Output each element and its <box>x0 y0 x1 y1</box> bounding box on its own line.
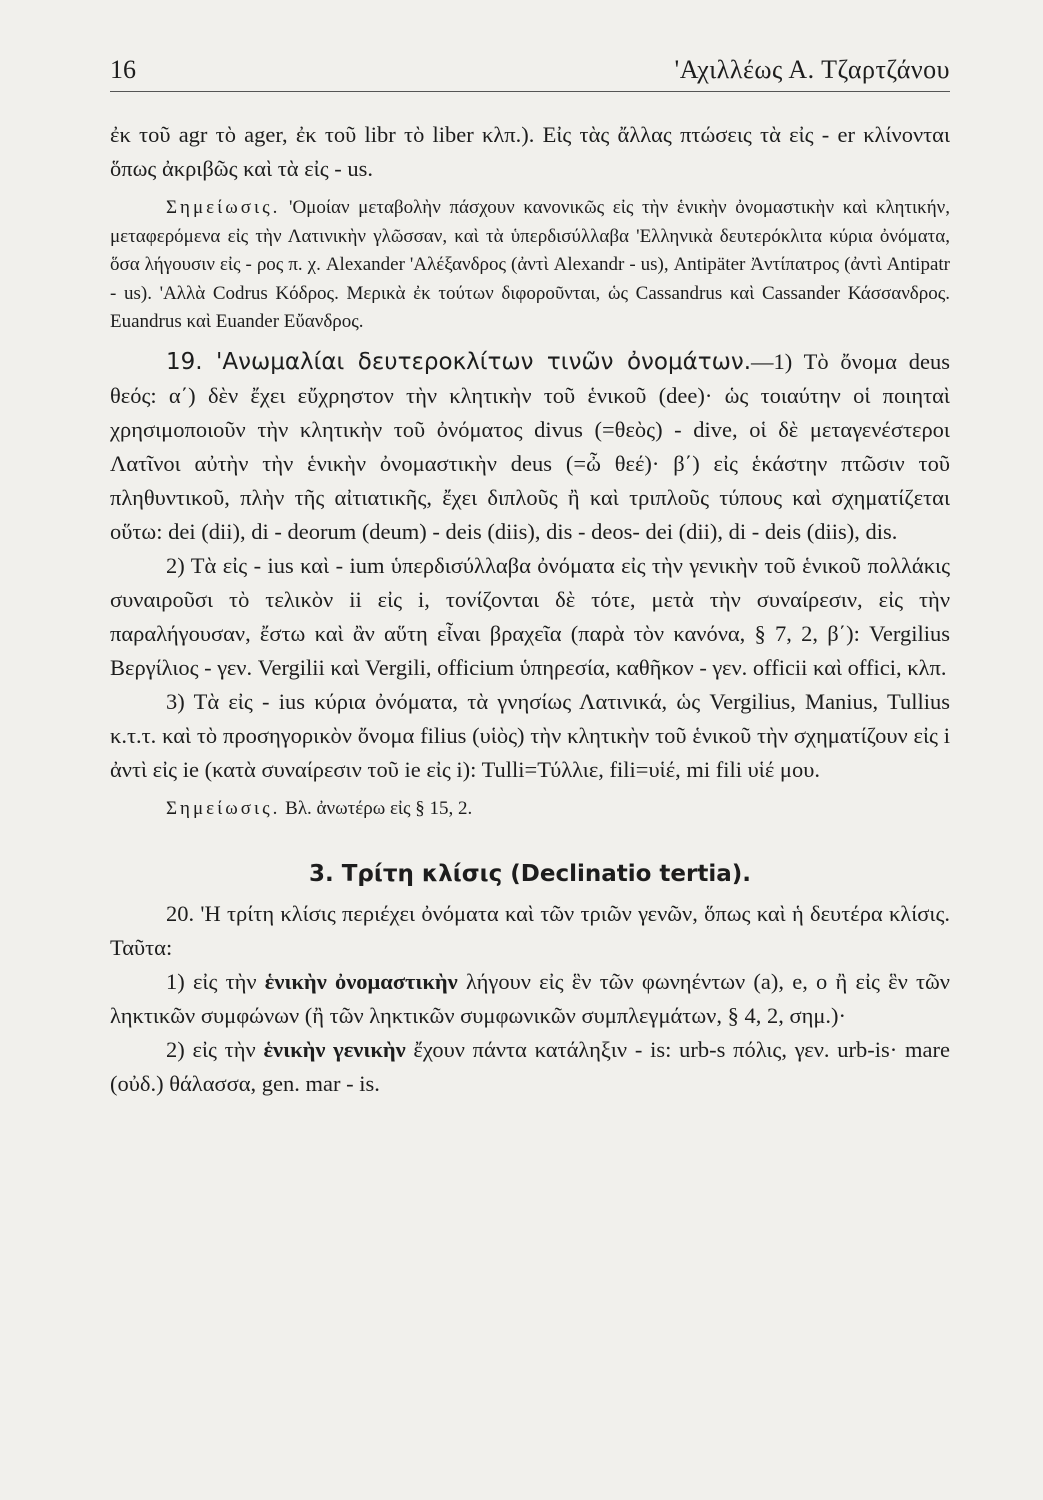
note-label: Σημείωσις. <box>166 197 281 218</box>
paragraph-singular-nominative <box>110 965 950 1033</box>
paragraph-3-proper-names: 3) Τὰ εἰς - ius κύρια ὀνόματα, τὰ γνησίως Λατινικά, ὡς Vergilius, Manius, Tullius κ.τ.τ. καὶ τὸ προσηγορικὸν ὄνομα filius (υἱὸς) τὴν κλητικὴν τοῦ ἑνικοῦ τὴν σχηματίζουν εἰς i ἀντὶ εἰς ie (κατὰ συναίρεσιν τοῦ ie εἰς i): Tulli=Τύλλιε, fili=υἱέ, mi fili υἱέ μου. <box>110 688 950 782</box>
section-title: 3. Τρίτη κλίσις (Declinatio tertia). <box>308 861 752 887</box>
page-number: 16 <box>110 55 136 84</box>
page-header <box>110 55 950 92</box>
p9-start: 2) εἰς τὴν <box>166 1037 264 1062</box>
p9-bold: ἑνικὴν γενικὴν <box>263 1037 406 1062</box>
section-19 <box>110 345 950 549</box>
section-19-number: 19. <box>166 348 203 375</box>
section-19-heading: 'Ανωμαλίαι δευτεροκλίτων τινῶν ὀνομάτων. <box>202 348 752 375</box>
paragraph-1: ἐκ τοῦ agr τὸ ager, ἐκ τοῦ libr τὸ liber κλπ.). Εἰς τὰς ἄλλας πτώσεις τὰ εἰς - er κλίνονται ὅπως ἀκριβῶς καὶ τὰ εἰς - us. <box>110 122 950 181</box>
section-19-text: —1) Τὸ ὄνομα deus θεός: α΄) δὲν ἔχει εὔχρηστον τὴν κλητικὴν τοῦ ἑνικοῦ (dee)· ὡς τοιαύτην οἱ ποιηταὶ χρησιμοποιοῦν τὴν κλητικὴν τοῦ ὀνόματος divus (=θεὸς) - dive, οἱ δὲ μεταγενέστεροι Λατῖνοι αὐτὴν τὴν ἑνικὴν ὀνομαστικὴν deus (=ὦ θεέ)· β΄) εἰς ἑκάστην πτῶσιν τοῦ πληθυντικοῦ, πλὴν τῆς αἰτιατικῆς, ἔχει διπλοῦς ἢ καὶ τριπλοῦς τύπους καὶ σχηματίζεται οὕτω: dei (dii), di - deorum (deum) - deis (diis), dis - deos- dei (dii), di - deis (diis), dis. <box>110 348 950 544</box>
page-body <box>110 118 950 1101</box>
note-paragraph <box>110 194 950 337</box>
note-2-text: Βλ. ἀνωτέρω εἰς § 15, 2. <box>280 797 473 819</box>
p8-start: 1) εἰς τὴν <box>166 969 265 994</box>
p8-end: λήγουν εἰς ἓν τῶν φωνηέντων (a), e, o ἢ εἰς ἓν τῶν ληκτικῶν συμφώνων (ἢ τῶν ληκτικῶν συμφωνικῶν συμπλεγμάτων, § 4, 2, σημ.)· <box>110 969 950 1028</box>
note-text: 'Ομοίαν μεταβολὴν πάσχουν κανονικῶς εἰς τὴν ἑνικὴν ὀνομαστικὴν καὶ κλητικήν, μεταφερόμενα εἰς τὴν Λατινικὴν γλῶσσαν, καὶ τὰ ὑπερδισύλλαβα 'Ελληνικὰ δευτερόκλιτα κύρια ὀνόματα, ὅσα λήγουσιν εἰς - ρος π. χ. Alexander 'Αλέξανδρος (ἀντὶ Alexandr - us), Antipäter Ἀντίπατρος (ἀντὶ Antipatr - us). 'Αλλὰ Codrus Κόδρος. Μερικὰ ἐκ τούτων διφοροῦνται, ὡς Cassandrus καὶ Cassander Κάσσανδρος. Euandrus καὶ Euander Εὔανδρος. <box>110 197 950 332</box>
section-20: 20. 'Η τρίτη κλίσις περιέχει ὀνόματα καὶ τῶν τριῶν γενῶν, ὅπως καὶ ἡ δευτέρα κλίσις. Ταῦτα: <box>110 901 950 960</box>
note-2-label: Σημείωσις. <box>166 797 281 819</box>
p9-end: ἔχουν πάντα κατάληξιν - is: urb-s πόλις, γεν. urb-is· mare (οὐδ.) θάλασσα, gen. mar - is. <box>110 1037 951 1096</box>
paragraph-singular-genitive <box>110 1033 950 1101</box>
running-title: 'Αχιλλέως Α. Τζαρτζάνου <box>674 55 950 84</box>
note-paragraph-2 <box>110 795 950 824</box>
paragraph-2-ius-ium: 2) Τὰ εἰς - ius καὶ - ium ὑπερδισύλλαβα ὀνόματα εἰς τὴν γενικὴν τοῦ ἑνικοῦ πολλάκις συναιροῦσι τὸ τελικὸν ii εἰς i, τονίζονται δὲ τότε, μετὰ τὴν συναίρεσιν, εἰς τὴν παραλήγουσαν, ἔστω καὶ ἂν αὕτη εἶναι βραχεῖα (παρὰ τὸν κανόνα, § 7, 2, β΄): Vergilius Βεργίλιος - γεν. Vergilii καὶ Vergili, officium ὑπηρεσία, καθῆκον - γεν. officii καὶ offici, κλπ. <box>110 552 950 680</box>
p8-bold: ἑνικὴν ὀνομαστικὴν <box>264 969 458 994</box>
